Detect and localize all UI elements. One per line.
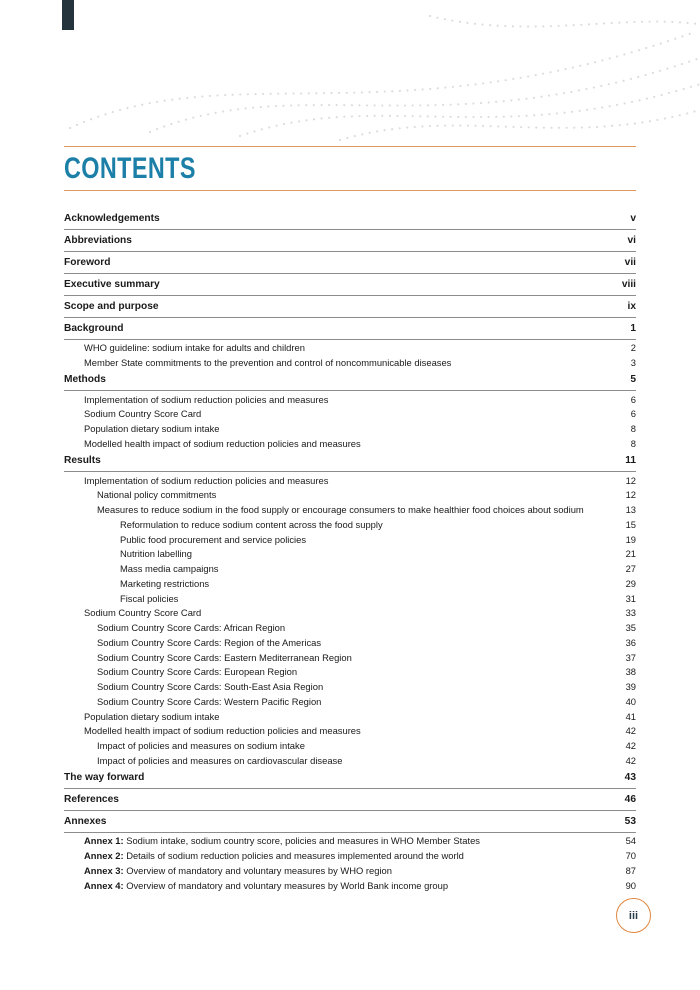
toc-entry-text	[64, 652, 614, 664]
toc-entry-label: Implementation of sodium reduction policies and measures	[84, 474, 329, 486]
toc-entry	[64, 231, 636, 252]
toc-entry-text	[64, 408, 614, 420]
toc-entry-page: 5	[630, 374, 636, 386]
toc-entry-page: 19	[625, 533, 636, 545]
toc-entry-page: 29	[625, 577, 636, 589]
toc-entry-page: 31	[625, 592, 636, 604]
toc-entry-page: 70	[625, 850, 636, 862]
toc-entry-page: 6	[630, 393, 636, 405]
toc-entry	[64, 275, 636, 296]
toc-entry-label: Methods	[64, 374, 106, 386]
toc-entry	[64, 319, 636, 340]
toc-entry-prefix: Annex 4:	[84, 879, 124, 891]
toc-entry-text	[64, 394, 614, 406]
toc-entry-text	[64, 475, 614, 487]
toc-entry	[64, 473, 636, 488]
toc-entry-label: Fiscal policies	[120, 592, 179, 604]
toc-entry-text	[64, 323, 614, 336]
toc-entry-label: Nutrition labelling	[120, 548, 192, 560]
toc-entry	[64, 724, 636, 739]
toc-entry-page: 8	[630, 423, 636, 435]
toc-entry-label: Population dietary sodium intake	[84, 710, 220, 722]
toc-entry-label: Sodium Country Score Cards: Region of the Americas	[97, 636, 322, 648]
toc-entry-text	[64, 772, 614, 785]
toc-entry-page: viii	[621, 278, 636, 290]
toc-entry-text	[64, 257, 614, 270]
toc-entry-page: 15	[625, 518, 636, 530]
toc-entry-label: Modelled health impact of sodium reduction policies and measures	[84, 437, 361, 449]
toc-entry-label: Sodium Country Score Cards: Western Pacific Region	[97, 695, 322, 707]
toc-entry	[64, 694, 636, 709]
toc-entry-page: 11	[625, 455, 636, 467]
toc-entry	[64, 547, 636, 562]
toc-entry-text	[64, 725, 614, 737]
toc-entry-text	[64, 816, 614, 829]
toc-entry	[64, 863, 636, 878]
toc-entry-page: vii	[624, 256, 636, 268]
toc-entry-text	[64, 593, 614, 605]
toc-entry-label: Sodium Country Score Cards: Eastern Mediterranean Region	[97, 651, 352, 663]
toc-entry	[64, 790, 636, 811]
toc-entry-text	[64, 279, 614, 292]
toc-entry-page: 3	[630, 356, 636, 368]
toc-entry-text	[64, 235, 614, 248]
toc-entry-page: 39	[625, 681, 636, 692]
toc-entry-label: Results	[64, 455, 101, 467]
toc-entry	[64, 665, 636, 680]
toc-entry-text	[64, 423, 614, 435]
title-top-rule	[64, 146, 636, 147]
toc-entry-text	[64, 865, 614, 877]
toc-entry-prefix: Annex 3:	[84, 864, 124, 876]
toc-entry	[64, 650, 636, 665]
toc-entry-label: Annexes	[64, 815, 107, 827]
toc-entry	[64, 341, 636, 356]
toc-entry-page: 42	[625, 754, 636, 766]
toc-entry	[64, 621, 636, 636]
toc-entry-page: 41	[625, 710, 636, 722]
toc-entry-text	[64, 711, 614, 723]
toc-entry-page: 42	[625, 740, 636, 751]
toc-entry	[64, 768, 636, 789]
toc-entry-label: Sodium intake, sodium country score, policies and measures in WHO Member States	[123, 835, 480, 847]
toc-entry-prefix: Annex 1:	[84, 835, 124, 847]
page-number: iii	[628, 909, 639, 922]
toc-entry-page: 33	[625, 607, 636, 619]
toc-entry-text	[64, 681, 614, 693]
toc-entry-label: Measures to reduce sodium in the food supply or encourage consumers to make healthier food choices about sodium	[97, 504, 584, 515]
toc-entry-page: 36	[625, 636, 636, 648]
toc-entry-text	[64, 534, 614, 546]
toc-entry-page: 53	[624, 815, 636, 827]
toc-entry-page: 12	[625, 489, 636, 501]
toc-entry-label: Sodium Country Score Cards: European Region	[97, 666, 298, 678]
toc-entry-page: 2	[630, 342, 636, 354]
toc-entry-text	[64, 213, 614, 226]
toc-entry	[64, 576, 636, 591]
toc-entry-page: 54	[625, 835, 636, 847]
toc-entry-label: Population dietary sodium intake	[84, 423, 220, 435]
toc-entry	[64, 253, 636, 274]
toc-entry	[64, 392, 636, 407]
toc-entry-label: Mass media campaigns	[120, 563, 219, 574]
toc-entry-label: Sodium Country Score Cards: South-East Asia Region	[97, 681, 324, 692]
toc-entry-label: WHO guideline: sodium intake for adults and children	[84, 342, 305, 354]
toc-entry-page: 13	[625, 504, 636, 515]
toc-entry-text	[64, 740, 614, 752]
toc-entry	[64, 709, 636, 724]
toc-entry	[64, 370, 636, 391]
toc-page	[64, 146, 636, 893]
toc-entry-label: Overview of mandatory and voluntary measures by World Bank income group	[123, 879, 449, 891]
toc-entry-page: 1	[630, 322, 636, 334]
toc-entry-text	[64, 357, 614, 369]
toc-entry-text	[64, 794, 614, 807]
toc-entry-label: Acknowledgements	[64, 213, 160, 224]
toc-entry	[64, 878, 636, 893]
toc-entry-page: 40	[625, 695, 636, 707]
page-number-badge	[616, 898, 651, 933]
toc-entry	[64, 407, 636, 422]
toc-entry	[64, 739, 636, 754]
toc-entry	[64, 849, 636, 864]
toc-entry-text	[64, 489, 614, 501]
toc-entry-text	[64, 548, 614, 560]
toc-entry-text	[64, 563, 614, 575]
toc-list	[64, 209, 636, 893]
toc-entry-page: 35	[625, 622, 636, 633]
toc-entry-page: 6	[630, 408, 636, 420]
toc-entry-label: Sodium Country Score Card	[84, 408, 202, 420]
toc-entry-text	[64, 455, 614, 468]
toc-entry-label: National policy commitments	[97, 489, 217, 501]
toc-entry-text	[64, 374, 614, 387]
toc-entry-text	[64, 637, 614, 649]
toc-entry	[64, 517, 636, 532]
toc-entry-page: 12	[625, 474, 636, 486]
toc-entry-text	[64, 850, 614, 862]
toc-entry-label: Sodium Country Score Card	[84, 607, 202, 619]
toc-entry-label: Reformulation to reduce sodium content across the food supply	[120, 518, 383, 530]
toc-entry-text	[64, 622, 614, 634]
toc-entry-text	[64, 438, 614, 450]
toc-entry-page: vi	[627, 234, 636, 246]
toc-entry-label: Marketing restrictions	[120, 577, 210, 589]
toc-entry-label: Executive summary	[64, 278, 160, 290]
toc-entry-page: 43	[624, 772, 636, 783]
toc-entry	[64, 436, 636, 451]
toc-entry-text	[64, 607, 614, 619]
toc-entry-page: ix	[627, 300, 636, 312]
dot-pattern	[0, 0, 700, 150]
toc-entry-prefix: Annex 2:	[84, 850, 124, 862]
toc-entry-label: The way forward	[64, 772, 145, 783]
toc-entry-label: Impact of policies and measures on sodium intake	[97, 740, 305, 751]
toc-entry-page: 27	[625, 563, 636, 574]
toc-entry	[64, 834, 636, 849]
toc-entry	[64, 488, 636, 503]
toc-entry-label: Member State commitments to the prevention and control of noncommunicable diseases	[84, 356, 452, 368]
toc-entry-text	[64, 301, 614, 314]
corner-tab	[62, 0, 74, 30]
toc-entry-label: Modelled health impact of sodium reduction policies and measures	[84, 725, 361, 737]
toc-entry-page: 38	[625, 666, 636, 678]
toc-entry-text	[64, 835, 614, 847]
toc-entry-label: Sodium Country Score Cards: African Region	[97, 622, 286, 633]
toc-entry	[64, 209, 636, 230]
toc-entry-page: 87	[625, 864, 636, 876]
title-bottom-rule	[64, 190, 636, 191]
toc-entry-label: Abbreviations	[64, 234, 132, 246]
toc-entry-text	[64, 696, 614, 708]
toc-entry-text	[64, 504, 614, 516]
toc-entry-page: 42	[625, 725, 636, 737]
toc-entry-label: Background	[64, 322, 124, 334]
toc-entry-label: Scope and purpose	[64, 300, 159, 312]
toc-entry-label: References	[64, 793, 119, 805]
toc-entry-label: Implementation of sodium reduction policies and measures	[84, 393, 329, 405]
toc-entry-label: Overview of mandatory and voluntary measures by WHO region	[123, 864, 392, 876]
toc-entry	[64, 355, 636, 370]
page-title: CONTENTS	[64, 152, 196, 185]
toc-entry-label: Public food procurement and service policies	[120, 533, 307, 545]
toc-entry-label: Details of sodium reduction policies and measures implemented around the world	[123, 850, 464, 862]
toc-entry-page: 46	[624, 793, 636, 805]
toc-entry	[64, 591, 636, 606]
toc-entry-text	[64, 880, 614, 892]
toc-entry-text	[64, 666, 614, 678]
toc-entry	[64, 532, 636, 547]
toc-entry-text	[64, 519, 614, 531]
toc-entry	[64, 422, 636, 437]
toc-entry-page: 90	[625, 879, 636, 891]
toc-entry	[64, 680, 636, 695]
toc-entry	[64, 812, 636, 833]
toc-entry-page: v	[630, 213, 636, 224]
toc-entry	[64, 635, 636, 650]
toc-entry-text	[64, 578, 614, 590]
toc-entry	[64, 562, 636, 577]
toc-entry-page: 37	[625, 651, 636, 663]
toc-entry-label: Foreword	[64, 256, 111, 268]
toc-entry	[64, 753, 636, 768]
toc-entry-text	[64, 342, 614, 354]
toc-entry-text	[64, 755, 614, 767]
toc-entry-page: 21	[625, 548, 636, 560]
toc-entry	[64, 503, 636, 518]
toc-entry	[64, 297, 636, 318]
toc-entry	[64, 606, 636, 621]
toc-entry-label: Impact of policies and measures on cardiovascular disease	[97, 754, 343, 766]
toc-entry	[64, 451, 636, 472]
toc-entry-page: 8	[630, 437, 636, 449]
